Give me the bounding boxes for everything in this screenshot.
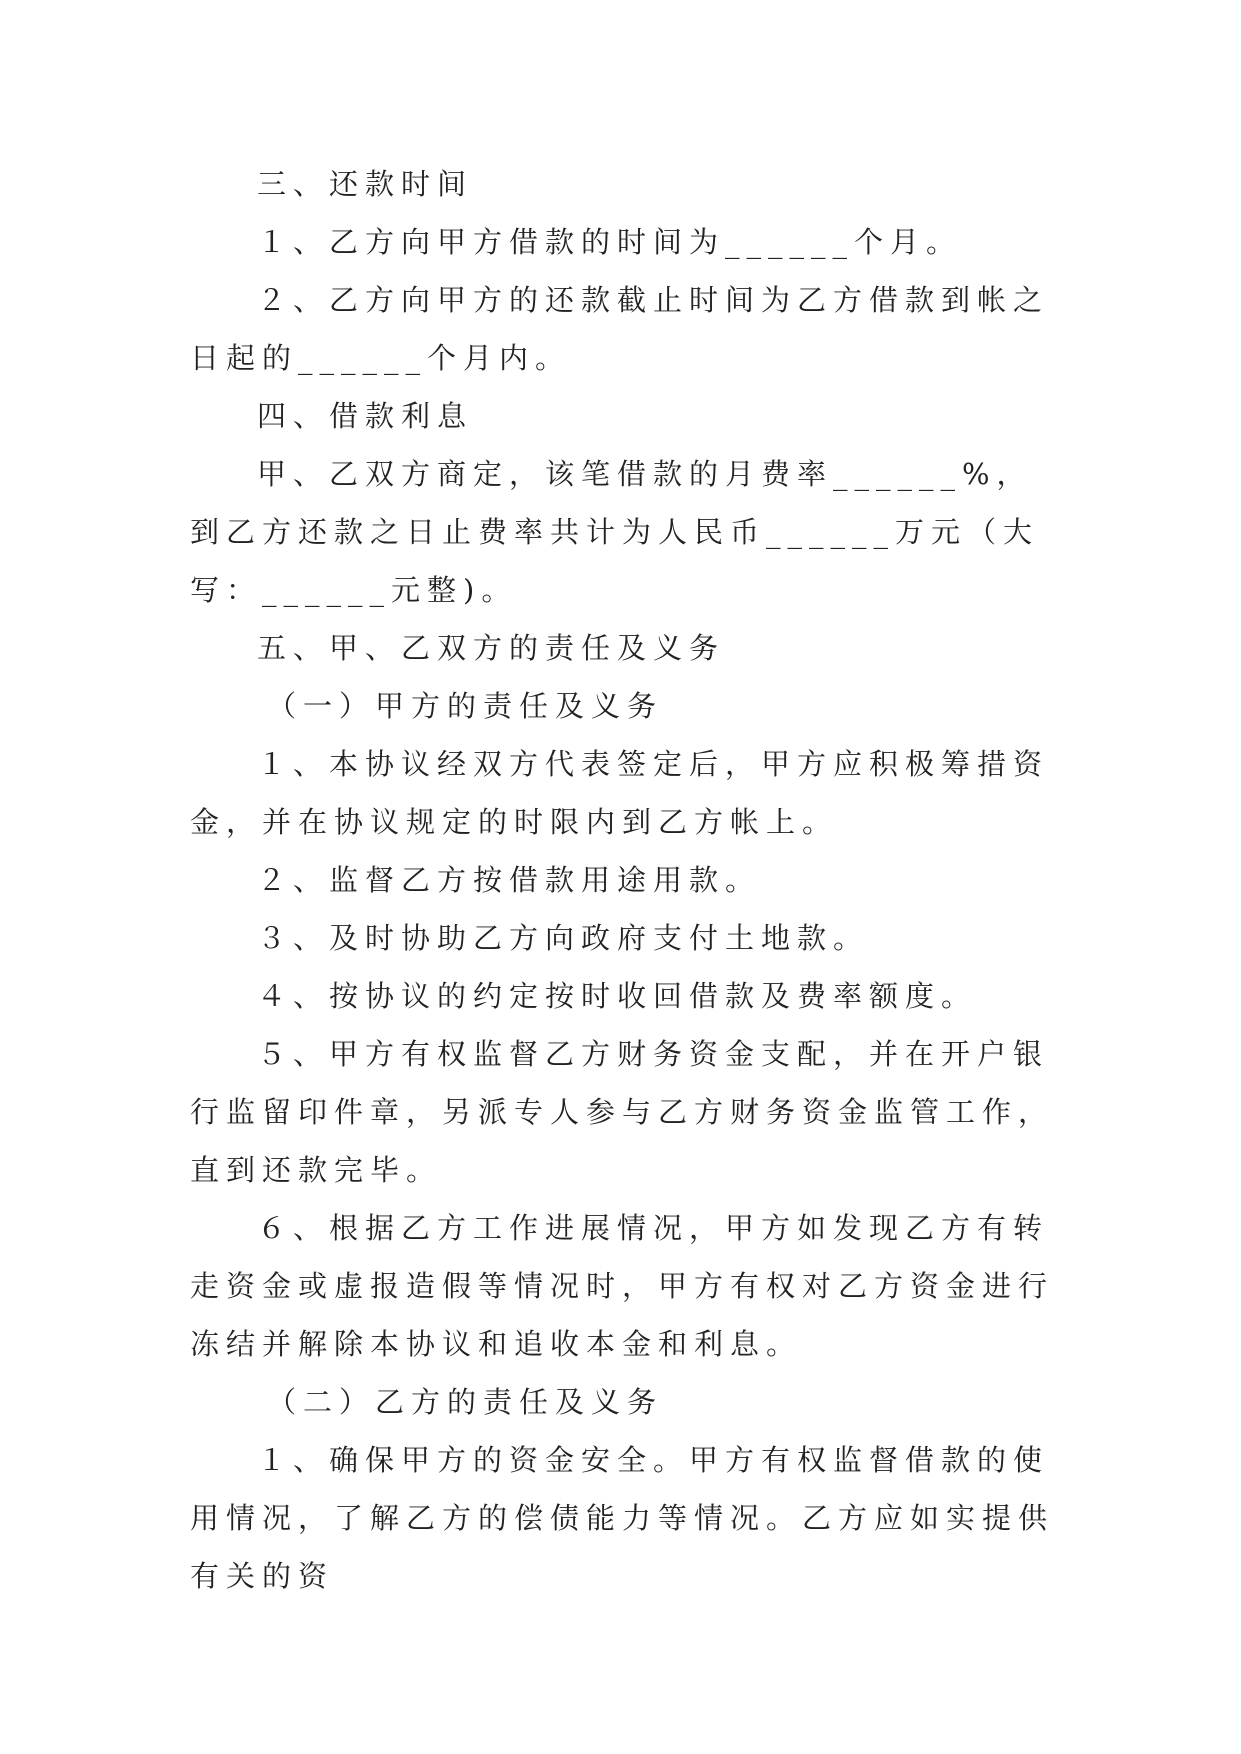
section-heading-repayment-time: 三、还款时间 [257, 167, 474, 201]
subsection-heading-party-a: （一）甲方的责任及义务 [267, 689, 664, 723]
clause-interest-rate: 甲、乙双方商定，该笔借款的月费率______%，到乙方还款之日止费率共计为人民币______万元（大写：______元整)。 [190, 457, 1040, 607]
party-b-clause-1: １、确保甲方的资金安全。甲方有权监督借款的使用情况，了解乙方的偿债能力等情况。乙方应如实提供有关的资 [190, 1443, 1055, 1593]
party-a-clause-5: ５、甲方有权监督乙方财务资金支配，并在开户银行监留印件章，另派专人参与乙方财务资金监管工作，直到还款完毕。 [190, 1037, 1055, 1187]
section-heading-loan-interest: 四、借款利息 [257, 399, 474, 433]
document-page [190, 155, 1060, 1605]
party-a-clause-3: ３、及时协助乙方向政府支付土地款。 [257, 921, 870, 955]
subsection-heading-party-b: （二）乙方的责任及义务 [267, 1385, 664, 1419]
party-a-clause-1: １、本协议经双方代表签定后，甲方应积极筹措资金，并在协议规定的时限内到乙方帐上。 [190, 747, 1050, 839]
party-a-clause-6: ６、根据乙方工作进展情况，甲方如发现乙方有转走资金或虚报造假等情况时，甲方有权对乙方资金进行冻结并解除本协议和追收本金和利息。 [190, 1211, 1055, 1361]
section-heading-responsibilities: 五、甲、乙双方的责任及义务 [257, 631, 726, 665]
clause-loan-duration: １、乙方向甲方借款的时间为______个月。 [257, 225, 963, 259]
party-a-clause-2: ２、监督乙方按借款用途用款。 [257, 863, 762, 897]
clause-repayment-deadline: ２、乙方向甲方的还款截止时间为乙方借款到帐之日起的______个月内。 [190, 283, 1050, 375]
party-a-clause-4: ４、按协议的约定按时收回借款及费率额度。 [257, 979, 978, 1013]
